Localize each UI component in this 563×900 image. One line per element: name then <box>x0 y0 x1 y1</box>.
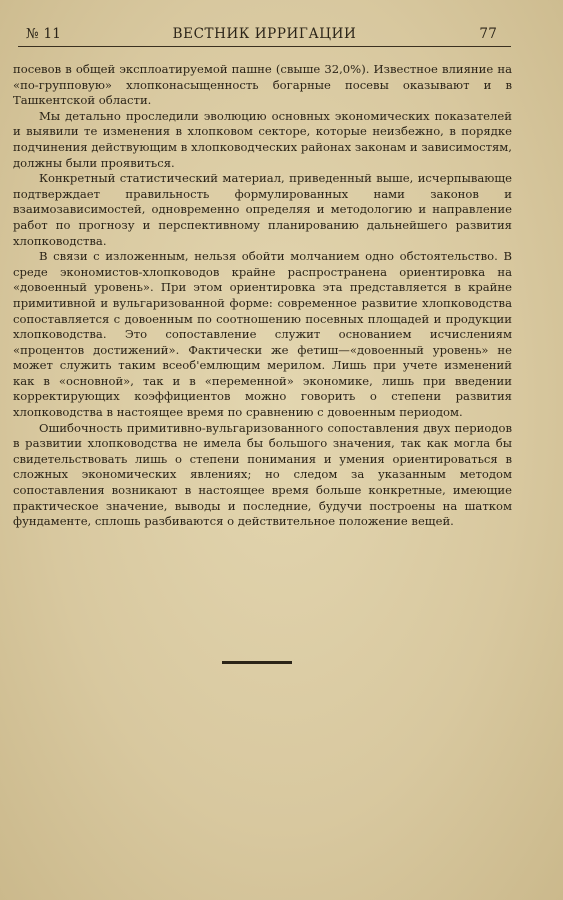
issue-number: № 11 <box>26 26 62 42</box>
paragraph-continued: посевов в общей эксплоатируемой пашне (свыше 32,0%). Известное влияние на «по-групповую» хлопконасыщенность богарные посевы оказывают и в Ташкентской области. <box>13 62 512 108</box>
journal-title: ВЕСТНИК ИРРИГАЦИИ <box>172 26 357 42</box>
paragraph: Конкретный статистический материал, приведенный выше, исчерпывающе подтверждает правильность формулированных нами законов и взаимозависимостей, одновременно определяя и методологию и направление работ по прогнозу и перспективному планированию дальнейшего развития хлопководства. <box>13 171 512 248</box>
running-header <box>18 22 511 47</box>
paragraph: В связи с изложенным, нельзя обойти молчанием одно обстоятельство. В среде экономистов-хлопководов крайне распространена ориентировка на «довоенный уровень». При этом ориентировка эта представляется в крайне примитивной и вульгаризованной форме: современное развитие хлопководства сопоставляется с довоенным по соотношению посевных площадей и продукции хлопководства. Это сопоставление служит основанием исчислениям «процентов достижений». Фактически же фетиш—«довоенный уровень» не может служить таким всеоб'емлющим мерилом. Лишь при учете изменений как в «основной», так и в «переменной» экономике, лишь при введении корректирующих коэффициентов можно говорить о степени развития хлопководства в настоящее время по сравнению с довоенным периодом. <box>13 249 512 420</box>
page-number: 77 <box>479 26 497 42</box>
paragraph: Мы детально проследили эволюцию основных экономических показателей и выявили те изменения в хлопковом секторе, которые неизбежно, в порядке подчинения действующим в хлопководческих районах законам и зависимостям, должны были проявиться. <box>13 108 512 170</box>
paragraph: Ошибочность примитивно-вульгаризованного сопоставления двух периодов в развитии хлопководства не имела бы большого значения, так как могла бы свидетельствовать лишь о степени понимания и умения ориентироваться в сложных экономических явлениях; но следом за указанным методом сопоставления возникают в настоящее время больше конкретные, имеющие практическое значение, выводы и последние, будучи построены на шатком фундаменте, сплошь разбиваются о действительное положение вещей. <box>13 420 512 529</box>
article-body <box>13 62 512 530</box>
section-end-rule <box>222 661 292 664</box>
